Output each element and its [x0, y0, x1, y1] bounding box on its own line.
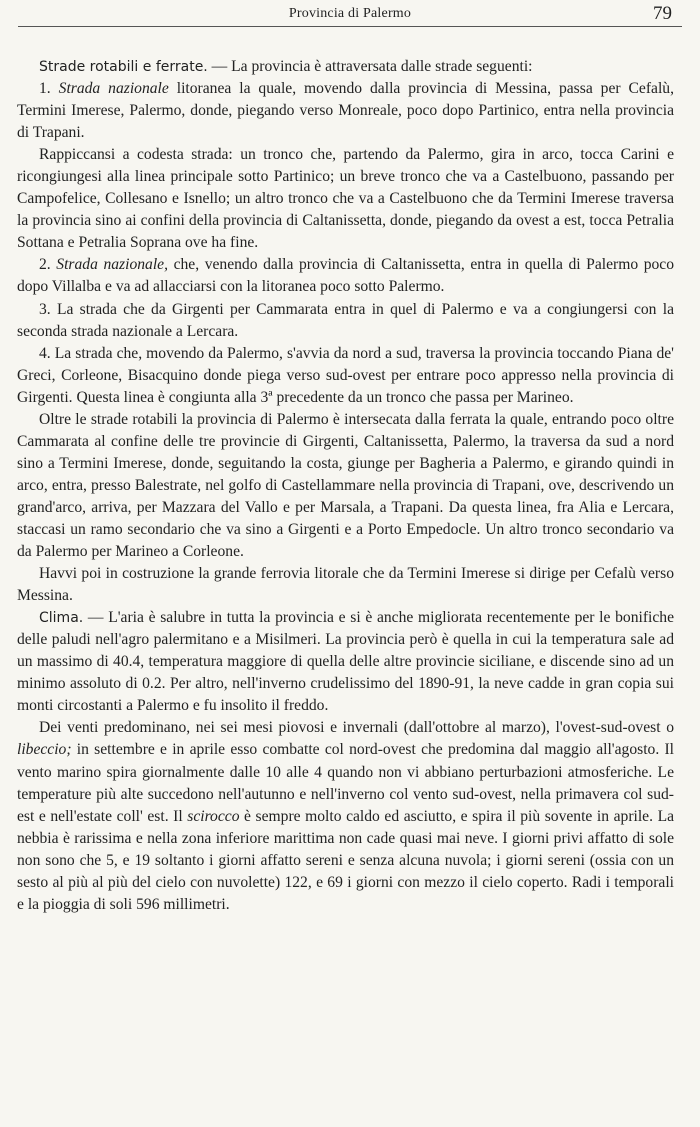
page-number: 79: [653, 3, 672, 24]
paragraph-ferrata: Oltre le strade rotabili la provincia di Palermo è intersecata dalla ferrata la quale, entrando poco oltre Cammarata al confine delle tre provincie di Girgenti, Caltanissetta, Palermo, la traversa da sud a nord sino a Termini Imerese, donde, seguitando la costa, giunge per Bagheria a Palermo, e girando quindi in arco, entra, presso Balestrate, nel golfo di Castellammare nella provincia di Trapani, ove, descrivendo un grand'arco, arriva, per Mazzara del Vallo e per Marsala, a Trapani. Da questa linea, fra Alia e Lercara, staccasi un ramo secondario che va sino a Girgenti e a Porto Empedocle. Un altro tronco secondario va da Palermo per Marineo a Corleone.: [17, 410, 674, 561]
italic-term: scirocco: [187, 807, 240, 825]
italic-term: Strada nazionale,: [56, 256, 168, 274]
paragraph-text: — La provincia è attraversata dalle strade seguenti:: [207, 58, 533, 75]
paragraph-text: — L'aria è salubre in tutta la provincia e si è anche migliorata recentemente per le bonifiche delle paludi nell'agro palermitano e a Misilmeri. La provincia però è quella in cui la temperatura sale ad un massimo di 40.4, temperatura maggiore di quella delle altre provincie siciliane, e discende sino ad un minimo assoluto di 0.2. Per altro, nell'inverno crudelissimo del 1890-91, la neve cadde in gran copia sui monti circostanti a Palermo e fu insolito il freddo.: [17, 609, 674, 715]
paragraph-text: è sempre molto caldo ed asciutto, e spira il più sovente in aprile. La nebbia è rarissima e nella zona inferiore marittima non cade quasi mai neve. I giorni privi affatto di sole non sono che 5, e 19 soltanto i giorni affatto sereni e senza alcuna nuvola; i giorni sereni (ossia con un sesto al più al più del cielo con nuvolette) 122, e 69 i giorni con mezzo il cielo coperto. Radi i temporali e la pioggia di soli 596 millimetri.: [17, 807, 675, 913]
paragraph-text: in settembre e in aprile esso combatte col nord-ovest che predomina dal maggio all'agosto. Il vento marino spira giornalmente dalle 10 alle 4 quando non vi abbiano perturbazioni atmosferiche. Le temperature più alte succedono nell'autunno e nell'inverno col vento sud-ovest, nella primavera col sud-est e nell'estate coll' est. Il: [17, 741, 674, 825]
paragraph-venti: [17, 717, 674, 915]
paragraph-strada-2: [17, 254, 674, 298]
item-number: 2.: [39, 256, 57, 274]
section-heading-clima: Clima.: [39, 610, 84, 627]
paragraph-ferrovia-litorale: Havvi poi in costruzione la grande ferrovia litorale che da Termini Imerese si dirige per Cefalù verso Messina.: [17, 565, 674, 605]
paragraph-strada-1: [17, 78, 674, 144]
section-heading-strade: Strade rotabili e ferrate.: [39, 59, 208, 75]
paragraph-text: litoranea la quale, movendo dalla provincia di Messina, passa per Cefalù, Termini Imerese, Palermo, donde, piegando verso Monreale, poco dopo Partinico, entra nella provincia di Trapani.: [17, 80, 674, 142]
running-header: [18, 4, 682, 27]
paragraph-tronchi: Rappiccansi a codesta strada: un tronco che, partendo da Palermo, gira in arco, tocca Carini e ricongiungesi alla linea principale sotto Partinico; un breve tronco che va a Castelbuono, passando per Campofelice, Collesano e Isnello; un altro tronco che va a Castelbuono che da Termini Imerese traversa la provincia sino ai confini della provincia di Caltanissetta, donde, piegando da ovest a est, tocca Petralia Sottana e Petralia Soprana ove ha fine.: [17, 146, 674, 252]
paragraph-strada-3: 3. La strada che da Girgenti per Cammarata entra in quel di Palermo e va a congiungersi con la seconda strada nazionale a Lercara.: [17, 300, 674, 340]
item-number: 1.: [39, 80, 59, 98]
body-text: [17, 56, 674, 916]
paragraph-text: Dei venti predominano, nei sei mesi piovosi e invernali (dall'ottobre al marzo), l'ovest-sud-ovest o: [39, 719, 674, 737]
italic-term: Strada nazionale: [58, 80, 169, 98]
paragraph-strada-4: 4. La strada che, movendo da Palermo, s'avvia da nord a sud, traversa la provincia toccando Piana de' Greci, Corleone, Bisacquino donde piega verso sud-ovest per entrare poco appresso nella provincia di Girgenti. Questa linea è congiunta alla 3ª precedente da un tronco che passa per Marineo.: [17, 344, 674, 406]
paragraph-clima: [17, 607, 674, 717]
paragraph-text: che, venendo dalla provincia di Caltanissetta, entra in quella di Palermo poco dopo Villalba e va ad allacciarsi con la litoranea poco sotto Palermo.: [17, 256, 675, 296]
running-title: Provincia di Palermo: [288, 6, 412, 21]
italic-term: libeccio;: [17, 741, 72, 759]
paragraph-strade-intro: [17, 56, 674, 78]
